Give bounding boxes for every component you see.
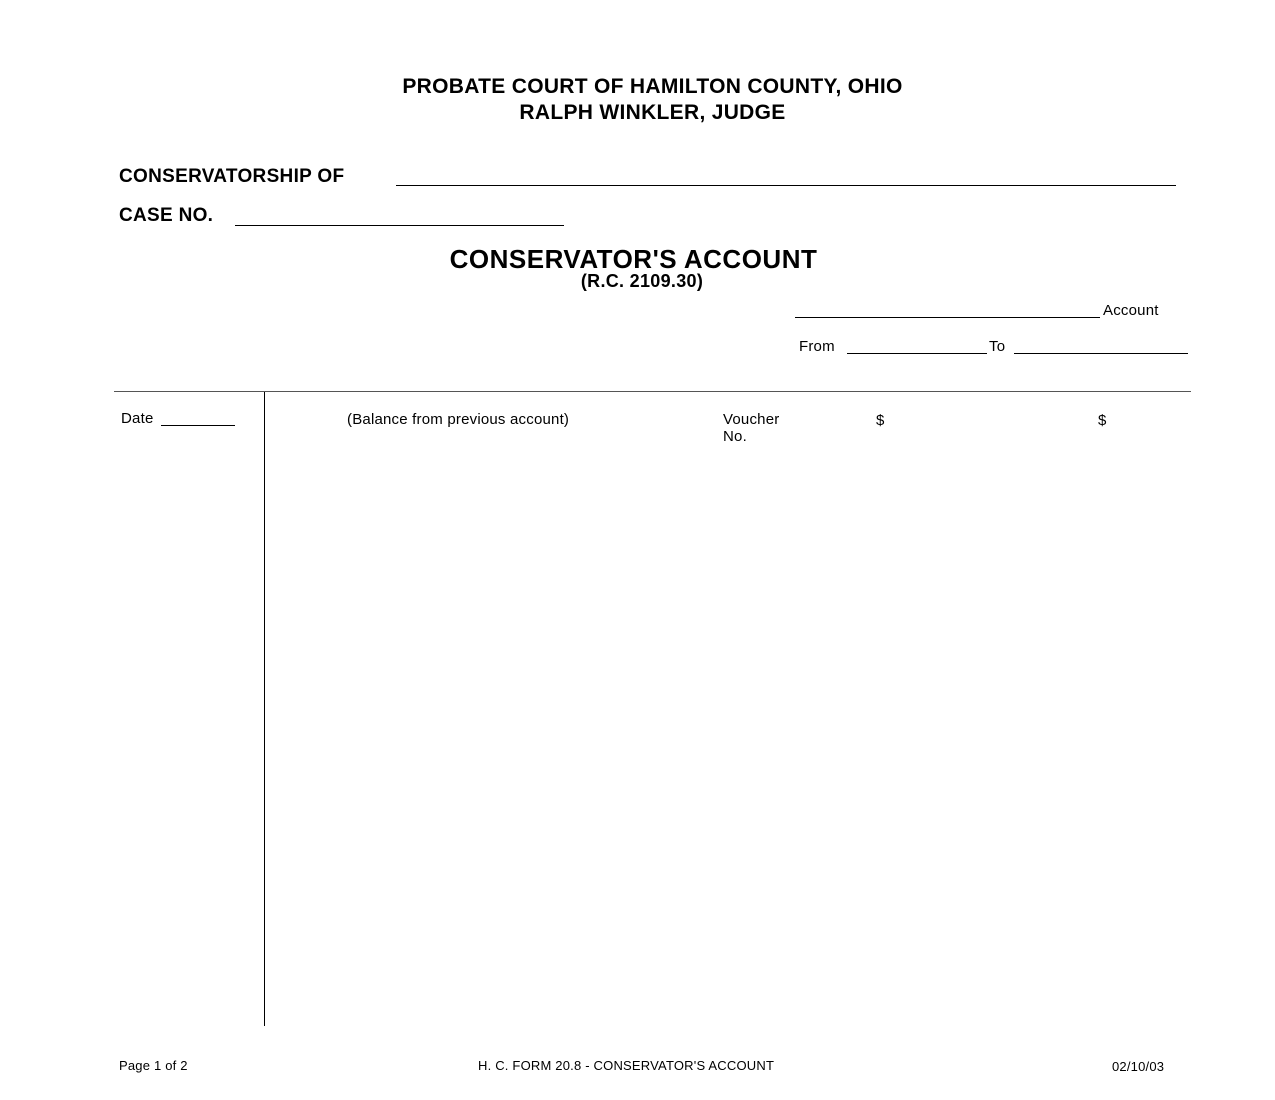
from-date-field[interactable] (847, 353, 987, 354)
to-label: To (989, 338, 1006, 355)
page-number: Page 1 of 2 (119, 1058, 188, 1073)
receipts-dollar-sign: $ (876, 412, 885, 429)
account-label: Account (1103, 302, 1159, 319)
from-label: From (799, 338, 835, 355)
balance-previous-text: (Balance from previous account) (347, 411, 570, 428)
court-name: PROBATE COURT OF HAMILTON COUNTY, OHIO (402, 75, 903, 98)
form-title: CONSERVATOR'S ACCOUNT (449, 244, 818, 274)
conservatorship-field[interactable] (396, 185, 1176, 186)
case-no-field[interactable] (235, 225, 564, 226)
voucher-label: Voucher (723, 411, 780, 428)
judge-name: RALPH WINKLER, JUDGE (519, 101, 786, 124)
statute-reference: (R.C. 2109.30) (580, 271, 704, 291)
voucher-no-label: No. (723, 428, 747, 445)
account-ordinal-field[interactable] (795, 317, 1100, 318)
ledger-date-column-rule (264, 392, 265, 1026)
date-field[interactable] (161, 425, 235, 426)
to-date-field[interactable] (1014, 353, 1188, 354)
conservatorship-label: CONSERVATORSHIP OF (119, 166, 345, 187)
date-label: Date (121, 410, 154, 427)
ledger-top-rule (114, 391, 1191, 392)
balance-dollar-sign: $ (1098, 412, 1107, 429)
form-number: H. C. FORM 20.8 - CONSERVATOR'S ACCOUNT (478, 1058, 775, 1073)
revision-date: 02/10/03 (1112, 1059, 1165, 1074)
case-no-label: CASE NO. (119, 205, 214, 226)
